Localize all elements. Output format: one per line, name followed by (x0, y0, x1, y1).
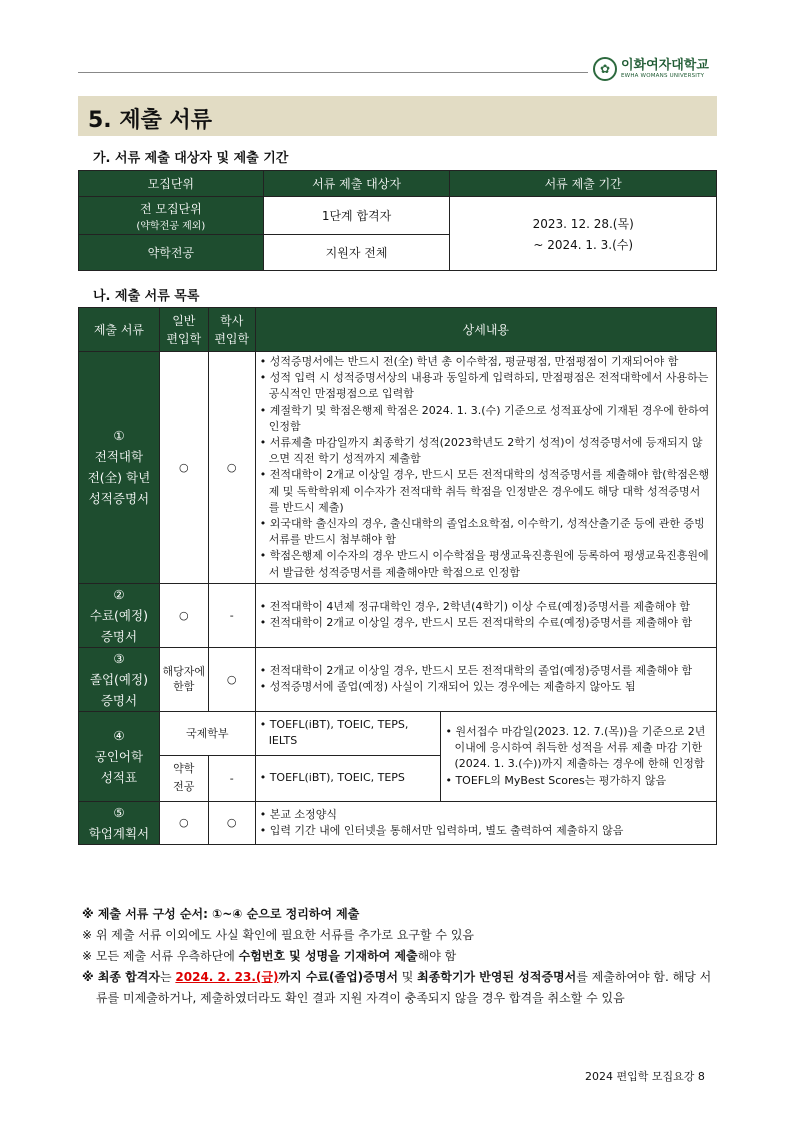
detail-bullet: • 본교 소정양식 (259, 807, 337, 821)
subsection-b-title: 나. 제출 서류 목록 (93, 289, 200, 304)
doc-name-line: 성적증명서 (88, 491, 150, 507)
general-header-line2: 편입학 (166, 331, 202, 346)
detail-bullet: • 학점은행제 이수자의 경우 반드시 이수학점을 평생교육진흥원에 등록하여 평생교육진흥원에서 발급한 성적증명서를 제출해야만 학점으로 인정함 (259, 549, 709, 579)
detail-bullet: • 계절학기 및 학점은행제 학점은 2024. 1. 3.(수) 기준으로 성적표상에 기재된 경우에 한하여 인정함 (259, 403, 710, 433)
detail-bullet: • 서류제출 마감일까지 최종학기 성적(2023학년도 2학기 성적)이 성적증명서에 등재되지 않으면 직전 학기 성적까지 제출함 (259, 436, 703, 466)
completion-details (255, 583, 716, 647)
logo-english-name: EWHA WOMANS UNIVERSITY (621, 72, 705, 79)
note-labeling: ※ 모든 제출 서류 우측하단에 수험번호 및 성명을 기재하여 제출해야 함 (82, 949, 457, 963)
plan-details (255, 801, 716, 844)
doc-number: ③ (113, 650, 125, 666)
detail-bullet: • 입력 기간 내에 인터넷을 통해서만 입력하며, 별도 출력하여 제출하지 않음 (259, 823, 624, 837)
doc-name-line: 졸업(예정) (89, 671, 148, 687)
period-start: 2023. 12. 28.(목) (532, 216, 634, 231)
period-end: ~ 2024. 1. 3.(수) (533, 237, 634, 252)
detail-bullet: • TOEFL(iBT), TOEIC, TEPS, IELTS (259, 718, 409, 748)
language-score-notes (441, 711, 717, 801)
doc-completion (79, 583, 160, 647)
detail-bullet: • 전적대학이 2개교 이상일 경우, 반드시 모든 전적대학의 졸업(예정)증명서를 제출해야 함 (259, 664, 693, 678)
pharmacy-label-line2: 전공 (173, 780, 195, 794)
target-all-applicants: 지원자 전체 (263, 235, 450, 271)
transcript-details (255, 352, 716, 584)
detail-bullet: • 원서접수 마감일(2023. 12. 7.(목))을 기준으로 2년 이내에 응시하여 취득한 성적을 서류 제출 마감 기한(2024. 1. 3.(수))까지 제출하는 경우에 한해 인정함 (445, 724, 706, 771)
graduation-general-line2: 한함 (173, 680, 195, 694)
doc-name-line: 증명서 (100, 692, 138, 708)
graduation-general-mark (159, 647, 208, 711)
detail-bullet: • TOEFL(iBT), TOEIC, TEPS (259, 771, 405, 785)
completion-general-mark: ○ (159, 583, 208, 647)
graduation-bachelor-mark: ○ (208, 647, 255, 711)
col-header-detail: 상세내용 (255, 308, 716, 352)
bachelor-header-line2: 편입학 (214, 331, 250, 346)
unit-all-line2: (약학전공 제외) (136, 220, 206, 232)
unit-all (79, 197, 264, 235)
graduation-general-line1: 해당자에 (162, 665, 206, 679)
pharmacy-accepted-tests (255, 755, 441, 801)
page-footer: 2024 편입학 모집요강 8 (585, 1070, 705, 1083)
transcript-general-mark: ○ (159, 352, 208, 584)
logo-korean-name: 이화여자대학교 (621, 57, 709, 73)
col-header-unit: 모집단위 (79, 171, 264, 197)
university-logo (593, 57, 709, 81)
document-list-table (78, 307, 717, 845)
section-title-bar (78, 96, 717, 136)
detail-bullet: • 전적대학이 2개교 이상일 경우, 반드시 모든 전적대학의 수료(예정)증명서를 제출해야 함 (259, 616, 693, 630)
submission-period (450, 197, 717, 271)
detail-bullet: • 전적대학이 2개교 이상일 경우, 반드시 모든 전적대학의 성적증명서를 제출해야 함(학점은행제 및 독학학위제 이수자가 전적대학 취득 학점을 인정받은 경우에도 해당 대학 성적증명서를 반드시 제출) (259, 468, 710, 514)
doc-name-line: 증명서 (100, 628, 138, 644)
doc-number: ④ (113, 727, 125, 743)
doc-number: ② (113, 586, 125, 602)
notes-section (82, 904, 722, 1009)
col-header-bachelor (208, 308, 255, 352)
plan-bachelor-mark: ○ (208, 801, 255, 844)
doc-number: ⑤ (113, 804, 125, 820)
plan-general-mark: ○ (159, 801, 208, 844)
note-final-admission: ※ 최종 합격자는 2024. 2. 23.(금)까지 수료(졸업)증명서 및 최종학기가 반영된 성적증명서를 제출하여야 함. 해당 서류를 미제출하거나, 제출하였더라도 확인 결과 지원 자격이 충족되지 않을 경우 합격을 취소할 수 있음 (82, 970, 712, 1005)
university-seal-icon: ✿ (593, 57, 617, 81)
unit-pharmacy: 약학전공 (79, 235, 264, 271)
detail-bullet: • TOEFL의 MyBest Scores는 평가하지 않음 (445, 773, 667, 787)
doc-graduation (79, 647, 160, 711)
col-header-period: 서류 제출 기간 (450, 171, 717, 197)
submission-period-table (78, 170, 717, 271)
transcript-bachelor-mark: ○ (208, 352, 255, 584)
doc-name-line: 전(全) 학년 (87, 470, 151, 486)
doc-name-line: 학업계획서 (88, 825, 150, 841)
col-header-document: 제출 서류 (79, 308, 160, 352)
doc-study-plan (79, 801, 160, 844)
note-order: ※ 제출 서류 구성 순서: ①~④ 순으로 정리하여 제출 (82, 907, 360, 921)
doc-name-line: 전적대학 (94, 449, 144, 465)
subsection-a-title: 가. 서류 제출 대상자 및 제출 기간 (93, 151, 289, 166)
doc-name-line: 수료(예정) (89, 607, 148, 623)
doc-transcript (79, 352, 160, 584)
doc-language-score (79, 711, 160, 801)
doc-name-line: 공인어학 (94, 748, 144, 764)
unit-all-line1: 전 모집단위 (139, 201, 202, 216)
detail-bullet: • 성적증명서에 졸업(예정) 사실이 기재되어 있는 경우에는 제출하지 않아도 됨 (259, 680, 636, 694)
detail-bullet: • 성적 입력 시 성적증명서상의 내용과 동일하게 입력하되, 만점평점은 전적대학에서 사용하는 공식적인 만점평점으로 입력함 (259, 371, 709, 401)
col-header-target: 서류 제출 대상자 (263, 171, 450, 197)
doc-name-line: 성적표 (100, 769, 138, 785)
detail-bullet: • 성적증명서에는 반드시 전(全) 학년 총 이수학점, 평균평점, 만점평점이 기재되어야 함 (259, 355, 679, 368)
col-header-general (159, 308, 208, 352)
intl-division-label: 국제학부 (159, 711, 255, 755)
general-header-line1: 일반 (172, 313, 196, 328)
detail-bullet: • 외국대학 출신자의 경우, 출신대학의 졸업소요학점, 이수학기, 성적산출기준 등에 관한 증빙서류를 반드시 첨부해야 함 (259, 517, 705, 547)
bachelor-header-line1: 학사 (220, 313, 244, 328)
intl-accepted-tests (255, 711, 441, 755)
pharmacy-bachelor-mark: - (208, 755, 255, 801)
note-additional: ※ 위 제출 서류 이외에도 사실 확인에 필요한 서류를 추가로 요구할 수 있음 (82, 928, 474, 942)
pharmacy-label-line1: 약학 (173, 762, 195, 776)
pharmacy-label (159, 755, 208, 801)
graduation-details (255, 647, 716, 711)
target-first-stage: 1단계 합격자 (263, 197, 450, 235)
completion-bachelor-mark: - (208, 583, 255, 647)
detail-bullet: • 전적대학이 4년제 정규대학인 경우, 2학년(4학기) 이상 수료(예정)증명서를 제출해야 함 (259, 600, 690, 614)
header-rule (78, 72, 588, 73)
section-title: 5. 제출 서류 (88, 108, 212, 133)
doc-number: ① (113, 428, 125, 444)
